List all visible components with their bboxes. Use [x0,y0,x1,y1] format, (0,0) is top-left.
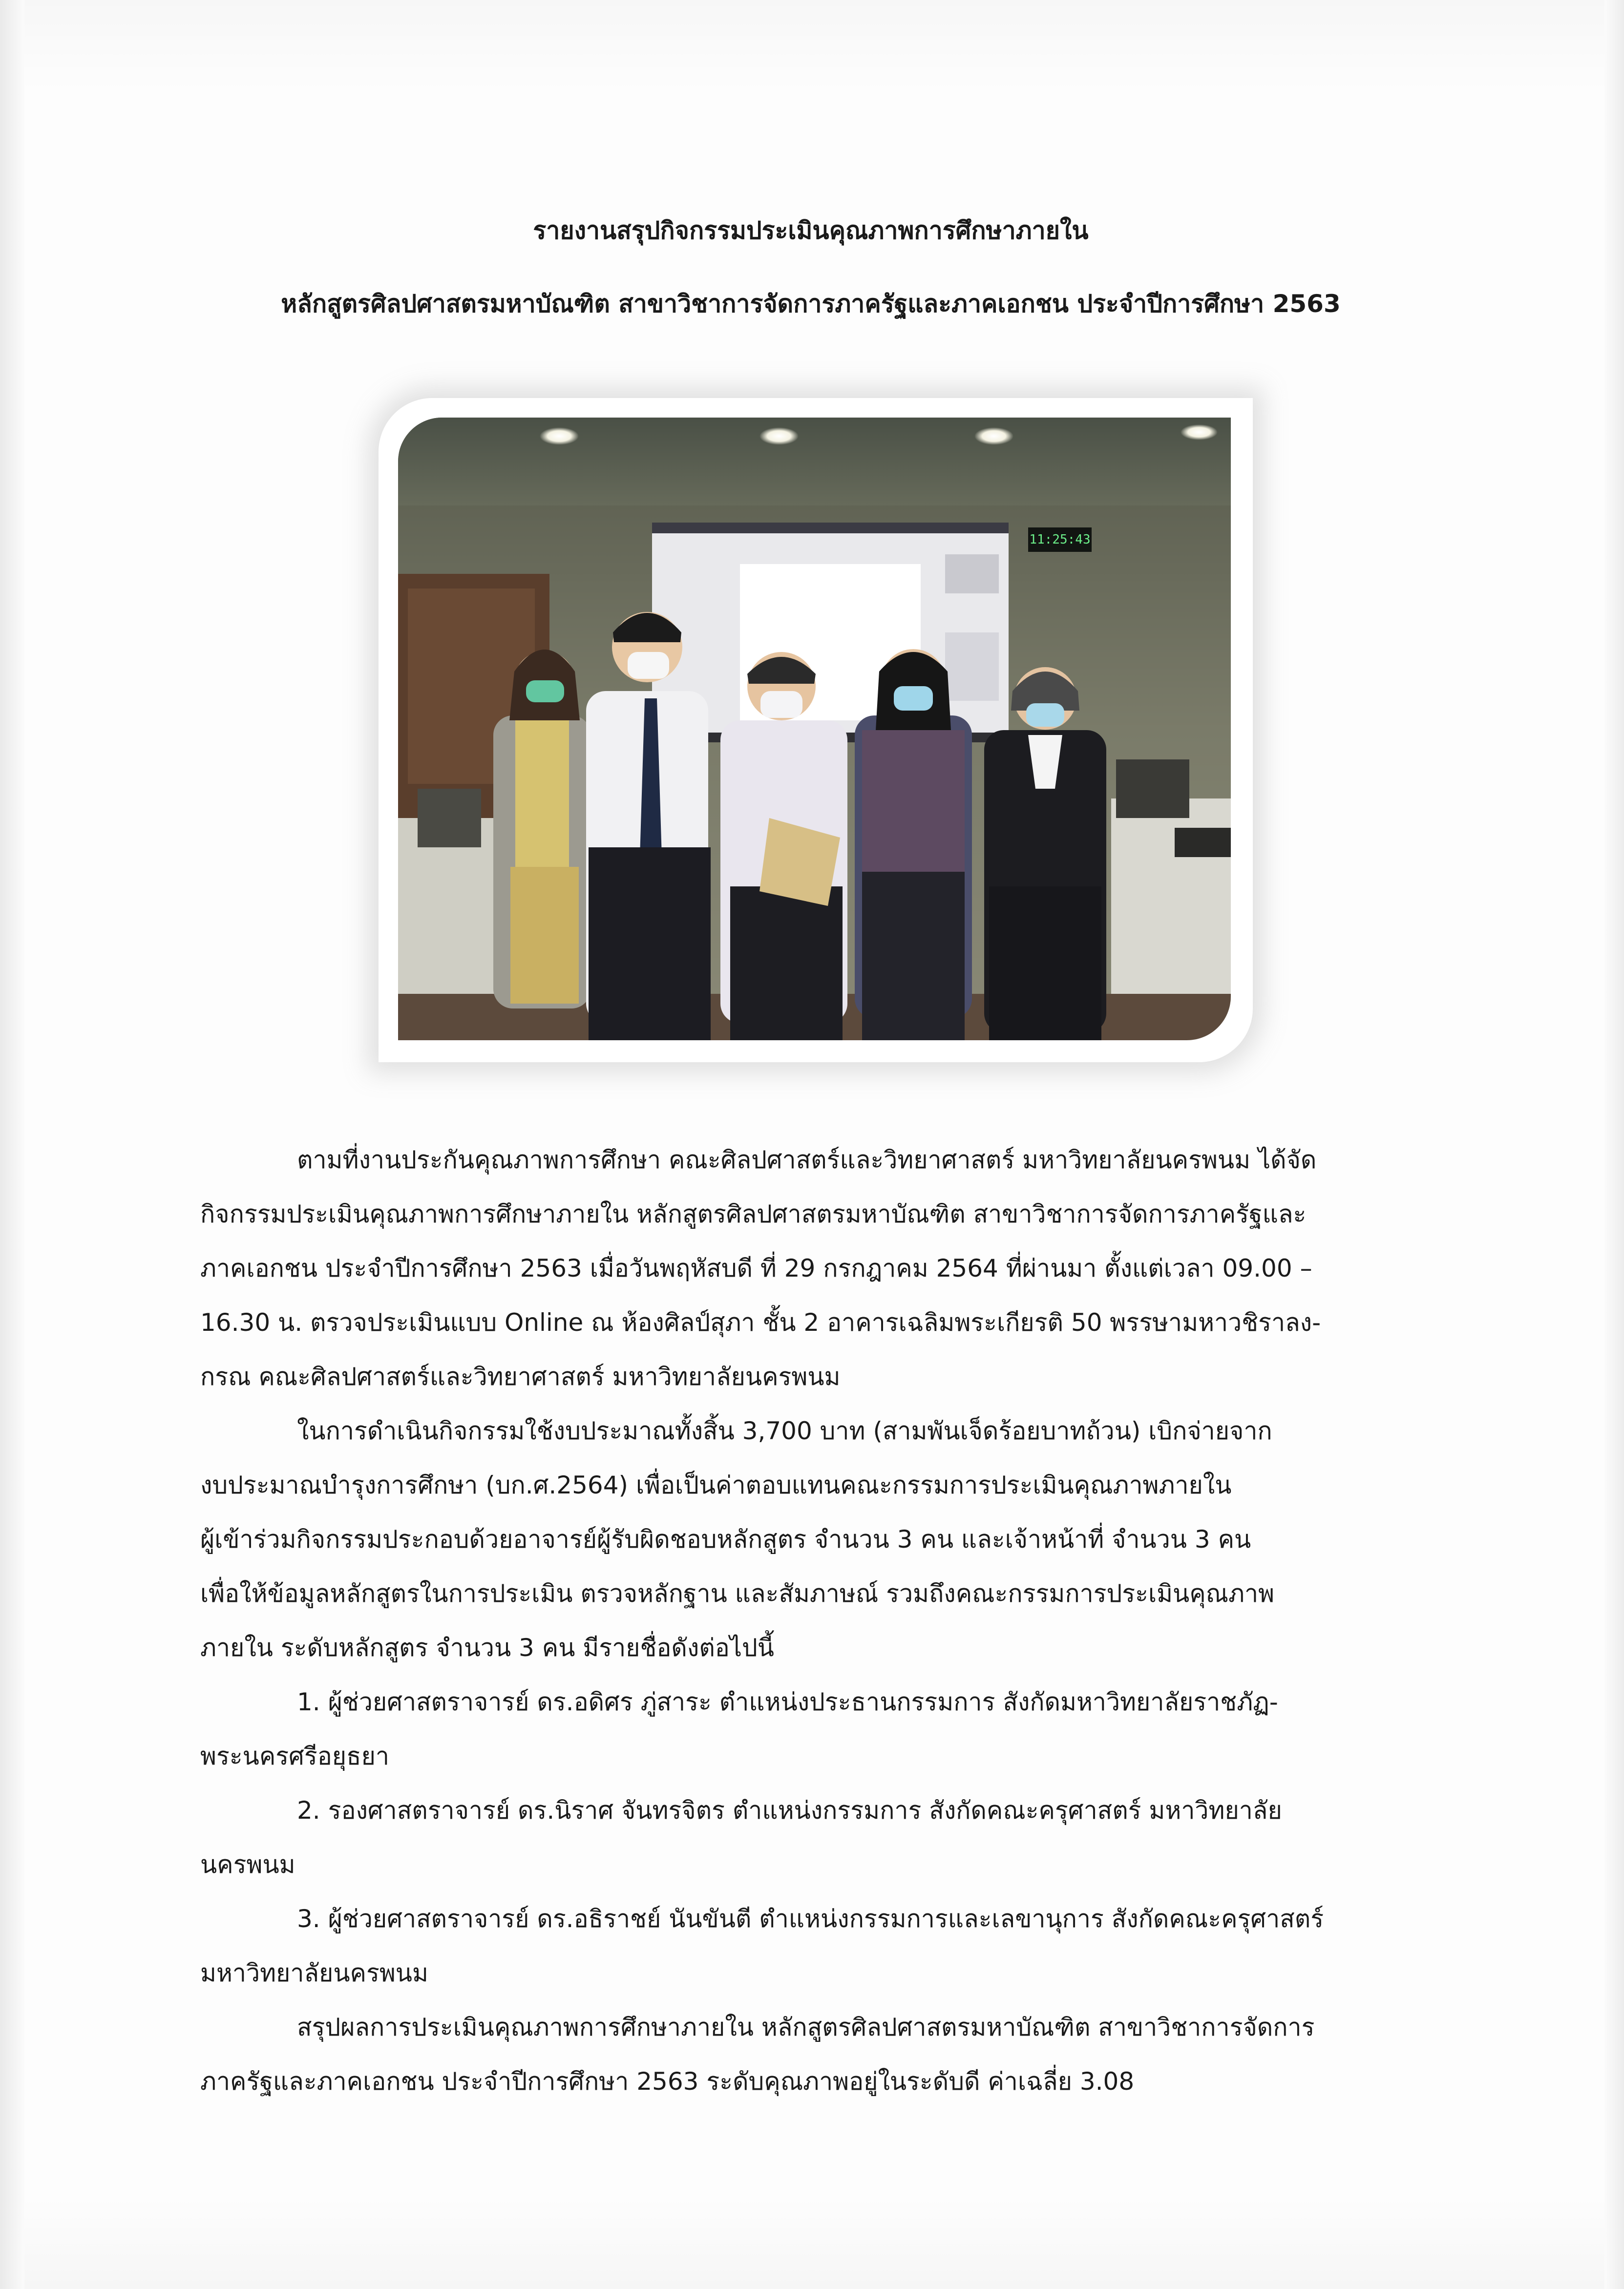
paragraph-1-line-1: ตามที่งานประกันคุณภาพการศึกษา คณะศิลปศาสตร์และวิทยาศาสตร์ มหาวิทยาลัยนครพนม ได้จัด [297,1146,1317,1174]
report-title-line-1: รายงานสรุปกิจกรรมประเมินคุณภาพการศึกษาภายใน [533,216,1089,245]
paragraph-1-line-3: ภาคเอกชน ประจำปีการศึกษา 2563 เมื่อวันพฤหัสบดี ที่ 29 กรกฎาคม 2564 ที่ผ่านมา ตั้งแต่เวลา 09.00 – [200,1254,1312,1282]
committee-item-1-line-2: พระนครศรีอยุธยา [200,1742,389,1770]
summary-line-2: ภาครัฐและภาคเอกชน ประจำปีการศึกษา 2563 ระดับคุณภาพอยู่ในระดับดี ค่าเฉลี่ย 3.08 [200,2067,1135,2096]
paragraph-2-line-5: ภายใน ระดับหลักสูตร จำนวน 3 คน มีรายชื่อดังต่อไปนี้ [200,1634,774,1662]
summary-line-1: สรุปผลการประเมินคุณภาพการศึกษาภายใน หลักสูตรศิลปศาสตรมหาบัณฑิต สาขาวิชาการจัดการ [297,2013,1315,2041]
paragraph-2-line-2: งบประมาณบำรุงการศึกษา (บก.ศ.2564) เพื่อเป็นค่าตอบแทนคณะกรรมการประเมินคุณภาพภายใน [200,1471,1232,1499]
group-photo [398,418,1231,1040]
committee-item-1-line-1: 1. ผู้ช่วยศาสตราจารย์ ดร.อดิศร ภู่สาระ ตำแหน่งประธานกรรมการ สังกัดมหาวิทยาลัยราชภัฏ- [297,1688,1278,1716]
paragraph-2-line-4: เพื่อให้ข้อมูลหลักสูตรในการประเมิน ตรวจหลักฐาน และสัมภาษณ์ รวมถึงคณะกรรมการประเมินคุณภาพ [200,1579,1275,1608]
committee-item-3-line-1: 3. ผู้ช่วยศาสตราจารย์ ดร.อธิราชย์ นันขันตี ตำแหน่งกรรมการและเลขานุการ สังกัดคณะครุศาสตร์ [297,1905,1324,1933]
report-title-line-2: หลักสูตรศิลปศาสตรมหาบัณฑิต สาขาวิชาการจัดการภาครัฐและภาคเอกชน ประจำปีการศึกษา 2563 [281,290,1341,318]
paragraph-2-line-1: ในการดำเนินกิจกรรมใช้งบประมาณทั้งสิ้น 3,700 บาท (สามพันเจ็ดร้อยบาทถ้วน) เบิกจ่ายจาก [297,1417,1272,1445]
committee-item-3-line-2: มหาวิทยาลัยนครพนม [200,1959,428,1987]
committee-item-2-line-1: 2. รองศาสตราจารย์ ดร.นิราศ จันทรจิตร ตำแหน่งกรรมการ สังกัดคณะครุศาสตร์ มหาวิทยาลัย [297,1796,1282,1825]
scan-edge-right [1604,0,1624,2289]
committee-item-2-line-2: นครพนม [200,1850,295,1879]
paragraph-2-line-3: ผู้เข้าร่วมกิจกรรมประกอบด้วยอาจารย์ผู้รับผิดชอบหลักสูตร จำนวน 3 คน และเจ้าหน้าที่ จำนวน 3 คน [200,1525,1251,1554]
paragraph-1-line-2: กิจกรรมประเมินคุณภาพการศึกษาภายใน หลักสูตรศิลปศาสตรมหาบัณฑิต สาขาวิชาการจัดการภาครัฐและ [200,1200,1307,1228]
scan-edge-left [0,0,24,2289]
paragraph-1-line-5: กรณ คณะศิลปศาสตร์และวิทยาศาสตร์ มหาวิทยาลัยนครพนม [200,1363,841,1391]
group-photo-image [398,418,1231,1040]
wall-clock-display: 11:25:43 [1029,532,1091,547]
paragraph-1-line-4: 16.30 น. ตรวจประเมินแบบ Online ณ ห้องศิลป์สุภา ชั้น 2 อาคารเฉลิมพระเกียรติ 50 พรรษามหาวชิราลง- [200,1308,1321,1337]
